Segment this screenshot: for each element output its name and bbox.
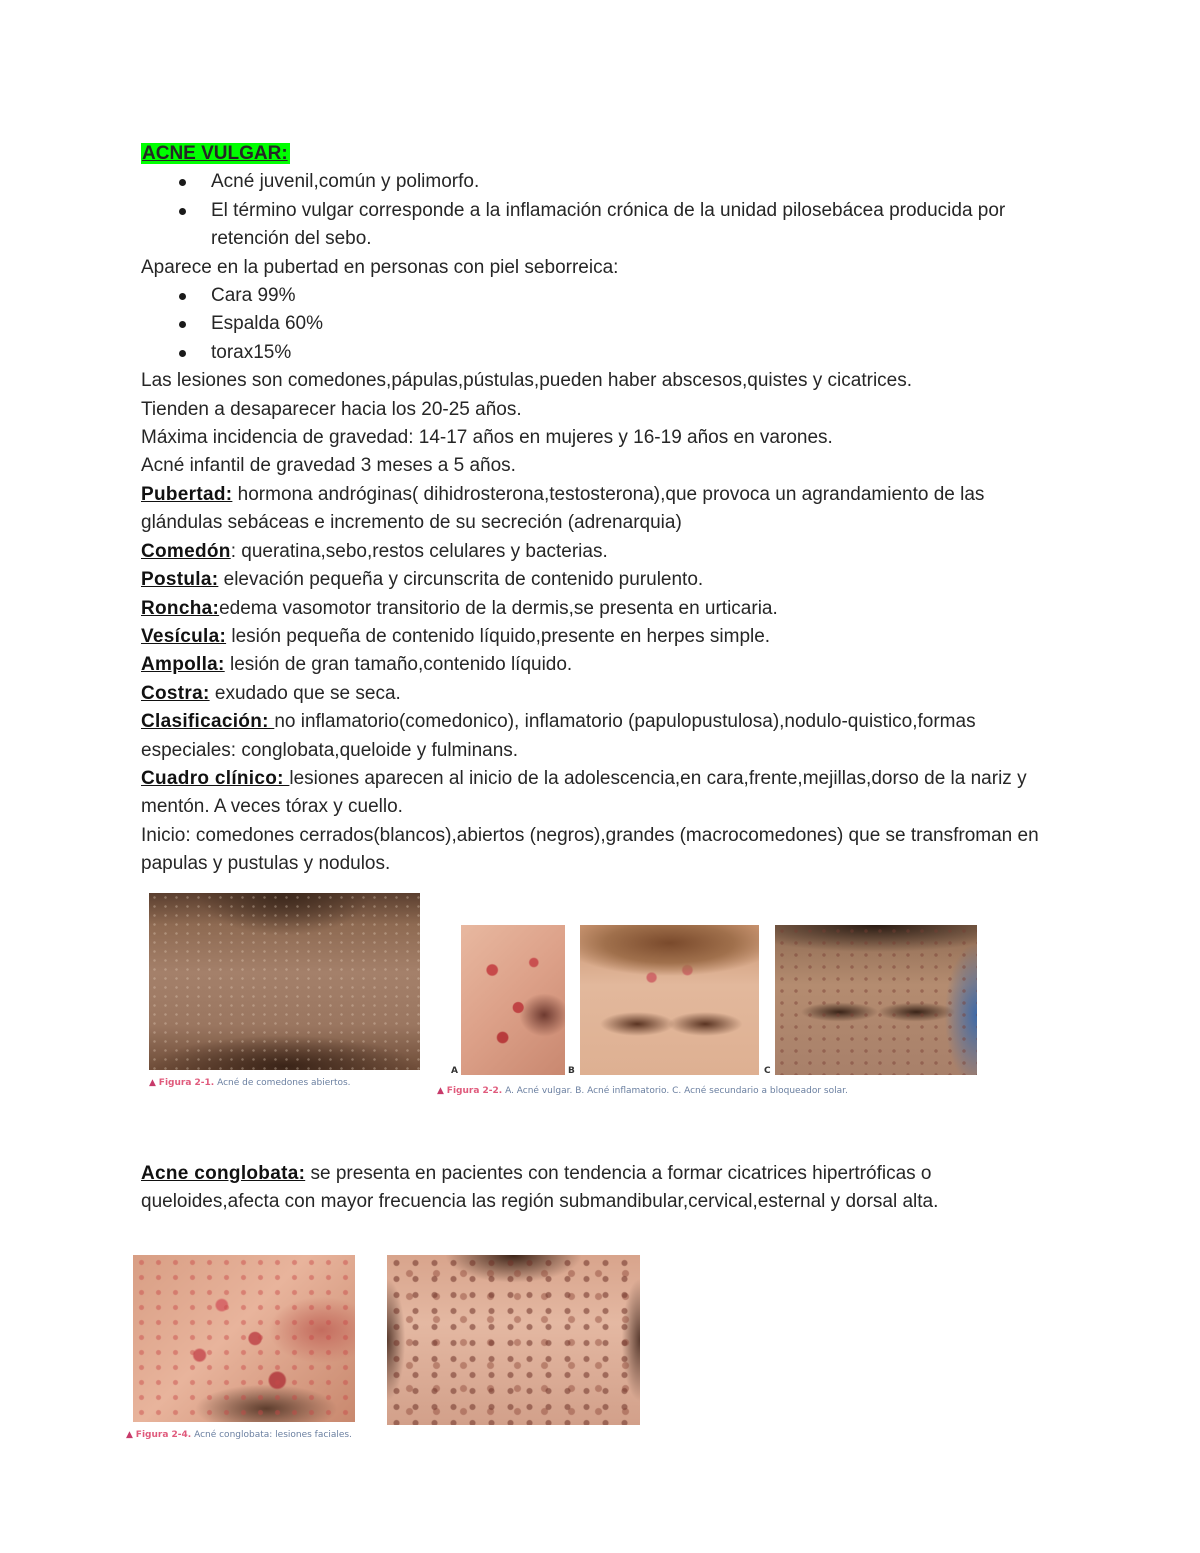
definition-vesicula <box>141 623 1061 651</box>
conglobata-chest-photo <box>387 1255 640 1425</box>
figure-number: Figura 2-1. <box>158 1078 215 1088</box>
face-photo-c <box>775 925 977 1075</box>
definition-text: edema vasomotor transitorio de la dermis,se presenta en urticaria. <box>219 597 778 619</box>
definition-term: Ampolla: <box>141 654 225 676</box>
definition-term: Comedón <box>141 540 231 562</box>
bullet-item: El término vulgar corresponde a la inflamación crónica de la unidad pilosebácea producida por retención del sebo. <box>141 197 1061 254</box>
bullet-list-2 <box>141 282 1061 367</box>
document-body <box>141 140 1061 879</box>
definition-text: no inflamatorio(comedonico), inflamatorio (papulopustulosa),nodulo-quistico,formas especiales: conglobata,queloide y fulminans. <box>141 711 976 761</box>
conglobata-cheek-photo <box>133 1255 355 1422</box>
definition-term: Postula: <box>141 569 219 591</box>
definition-text: lesión pequeña de contenido líquido,presente en herpes simple. <box>226 625 771 647</box>
definition-term: Roncha: <box>141 597 220 619</box>
definition-text: se presenta en pacientes con tendencia a formar cicatrices hipertróficas o queloides,afecta con mayor frecuencia las región submandibular,cervical,esternal y dorsal alta. <box>141 1163 939 1213</box>
definition-postula <box>141 566 1061 594</box>
panel-label-b: B <box>568 1066 575 1076</box>
definition-text: exudado que se seca. <box>209 682 401 704</box>
figure-1-caption <box>149 1078 351 1088</box>
caption-triangle-icon: ▲ <box>126 1430 133 1440</box>
section-title <box>141 140 1061 168</box>
definition-pubertad <box>141 481 1061 538</box>
figure-number: Figura 2-4. <box>135 1430 192 1440</box>
bullet-item: Espalda 60% <box>141 310 1061 338</box>
definition-clasificacion <box>141 708 1061 765</box>
paragraph: Acné infantil de gravedad 3 meses a 5 años. <box>141 455 516 477</box>
caption-triangle-icon: ▲ <box>437 1086 444 1096</box>
definition-roncha <box>141 595 1061 623</box>
definition-text: lesión de gran tamaño,contenido líquido. <box>224 654 573 676</box>
title-highlight: ACNE VULGAR: <box>142 143 288 164</box>
definition-term: Pubertad: <box>141 483 233 505</box>
figure-number: Figura 2-2. <box>446 1086 503 1096</box>
definition-ampolla <box>141 651 1061 679</box>
definition-text: elevación pequeña y circunscrita de contenido purulento. <box>218 569 704 591</box>
definition-text: lesiones aparecen al inicio de la adolescencia,en cara,frente,mejillas,dorso de la nariz y mentón. A veces tórax y cuello. <box>141 767 1027 818</box>
bullet-item: Cara 99% <box>141 282 1061 310</box>
figure-2-caption <box>437 1086 848 1096</box>
panel-label-c: C <box>764 1066 771 1076</box>
paragraph: Las lesiones son comedones,pápulas,pústulas,pueden haber abscesos,quistes y cicatrices. <box>141 370 913 392</box>
cheek-photo-a <box>461 925 565 1075</box>
definition-cuadro-clinico <box>141 765 1061 822</box>
caption-triangle-icon: ▲ <box>149 1078 156 1088</box>
figure-3-caption <box>126 1430 352 1440</box>
bullet-item: Acné juvenil,común y polimorfo. <box>141 168 1061 196</box>
forehead-photo <box>149 893 420 1070</box>
figure-caption-text: Acné de comedones abiertos. <box>214 1078 351 1088</box>
bullet-item: torax15% <box>141 339 1061 367</box>
paragraph: Máxima incidencia de gravedad: 14-17 años en mujeres y 16-19 años en varones. <box>141 427 833 449</box>
intro-line: Aparece en la pubertad en personas con piel seborreica: <box>141 256 619 278</box>
definition-term: Clasificación: <box>141 711 275 733</box>
definition-text: : queratina,sebo,restos celulares y bacterias. <box>230 540 608 562</box>
figure-caption-text: Acné conglobata: lesiones faciales. <box>191 1430 352 1440</box>
definition-text: hormona andróginas( dihidrosterona,testosterona),que provoca un agrandamiento de las glándulas sebáceas e incremento de su secreción (adrenarquia) <box>141 483 985 534</box>
figure-caption-text: A. Acné vulgar. B. Acné inflamatorio. C. Acné secundario a bloqueador solar. <box>502 1086 848 1096</box>
definition-term: Acne conglobata: <box>141 1163 306 1184</box>
conglobata-paragraph <box>141 1160 1061 1217</box>
definition-term: Costra: <box>141 682 210 704</box>
definition-costra <box>141 680 1061 708</box>
face-photo-b <box>580 925 759 1075</box>
paragraph: Tienden a desaparecer hacia los 20-25 años. <box>141 398 522 420</box>
panel-label-a: A <box>451 1066 458 1076</box>
paragraph-inicio: Inicio: comedones cerrados(blancos),abiertos (negros),grandes (macrocomedones) que se transfroman en papulas y pustulas y nodulos. <box>141 824 1039 875</box>
bullet-list-1 <box>141 168 1061 253</box>
definition-term: Vesícula: <box>141 625 227 647</box>
definition-comedon <box>141 538 1061 566</box>
definition-term: Cuadro clínico: <box>141 767 290 789</box>
